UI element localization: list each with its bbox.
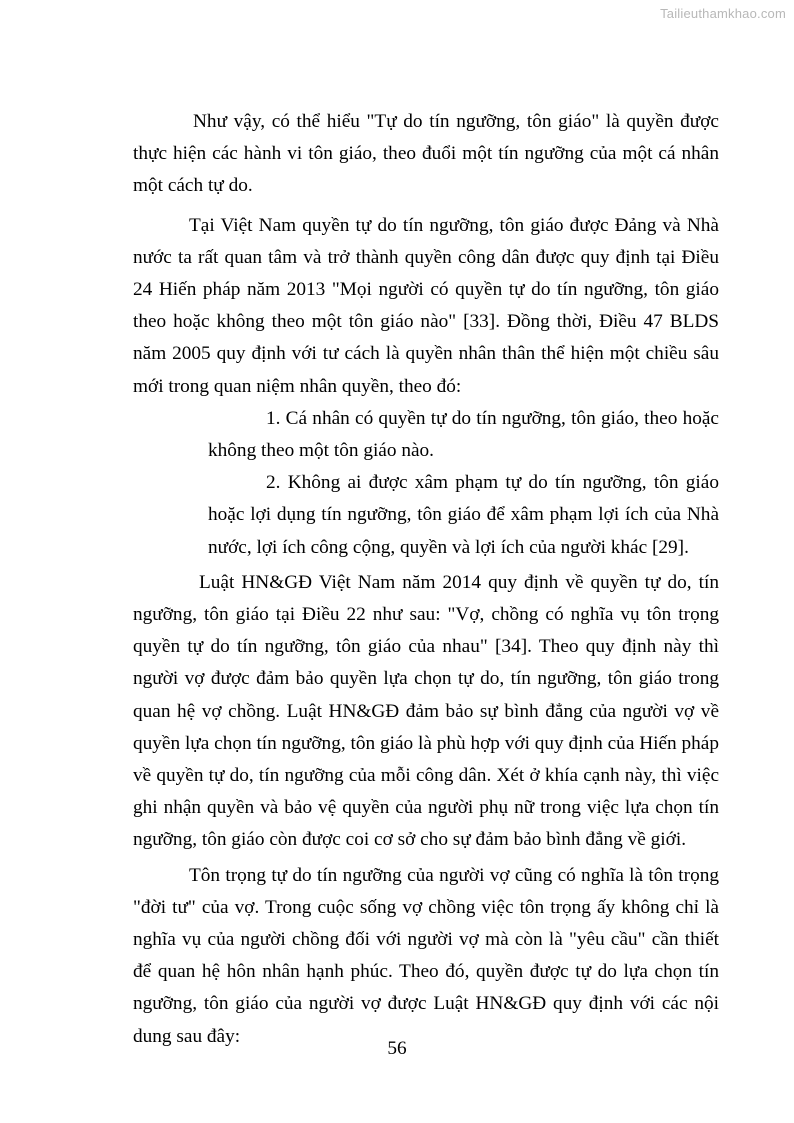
paragraph-marriage-law: Luật HN&GĐ Việt Nam năm 2014 quy định về quyền tự do, tín ngưỡng, tôn giáo tại Điều 22 như sau: "Vợ, chồng có nghĩa vụ tôn trọng quyền tự do tín ngưỡng, tôn giáo của nhau" [34]. Theo quy định này thì người vợ được đảm bảo quyền lựa chọn tự do, tín ngưỡng, tôn giáo trong quan hệ vợ chồng. Luật HN&GĐ đảm bảo sự bình đẳng của người vợ về quyền lựa chọn tín ngưỡng, tôn giáo là phù hợp với quy định của Hiến pháp về quyền tự do, tín ngưỡng của mỗi công dân. Xét ở khía cạnh này, thì việc ghi nhận quyền và bảo vệ quyền của người phụ nữ trong việc lựa chọn tín ngưỡng, tôn giáo còn được coi cơ sở cho sự đảm bảo bình đẳng về giới. [133, 571, 719, 851]
document-body [133, 106, 719, 1053]
paragraph-definition: Như vậy, có thể hiểu "Tự do tín ngưỡng, tôn giáo" là quyền được thực hiện các hành vi tôn giáo, theo đuổi một tín ngưỡng của một cá nhân một cách tự do. [133, 111, 719, 197]
paragraph-vietnam-law: Tại Việt Nam quyền tự do tín ngưỡng, tôn giáo được Đảng và Nhà nước ta rất quan tâm và trở thành quyền công dân được quy định tại Điều 24 Hiến pháp năm 2013 "Mọi người có quyền tự do tín ngưỡng, tôn giáo theo hoặc không theo một tôn giáo nào" [33]. Đồng thời, Điều 47 BLDS năm 2005 quy định với tư cách là quyền nhân thân thể hiện một chiều sâu mới trong quan niệm nhân quyền, theo đó: [133, 214, 719, 397]
quote-clause-2: 2. Không ai được xâm phạm tự do tín ngưỡng, tôn giáo hoặc lợi dụng tín ngưỡng, tôn giáo để xâm phạm lợi ích của Nhà nước, lợi ích công cộng, quyền và lợi ích của người khác [29]. [208, 472, 719, 558]
page-number: 56 [387, 1038, 407, 1059]
quoted-article [208, 403, 719, 564]
paragraph-respect-privacy: Tôn trọng tự do tín ngưỡng của người vợ cũng có nghĩa là tôn trọng "đời tư" của vợ. Trong cuộc sống vợ chồng việc tôn trọng ấy không chỉ là nghĩa vụ của người chồng đối với người vợ mà còn là "yêu cầu" cần thiết để quan hệ hôn nhân hạnh phúc. Theo đó, quyền được tự do lựa chọn tín ngưỡng, tôn giáo của người vợ được Luật HN&GĐ quy định với các nội dung sau đây: [133, 864, 719, 1047]
watermark: Tailieuthamkhao.com [660, 6, 786, 21]
quote-clause-1: 1. Cá nhân có quyền tự do tín ngưỡng, tôn giáo, theo hoặc không theo một tôn giáo nào. [208, 407, 719, 462]
